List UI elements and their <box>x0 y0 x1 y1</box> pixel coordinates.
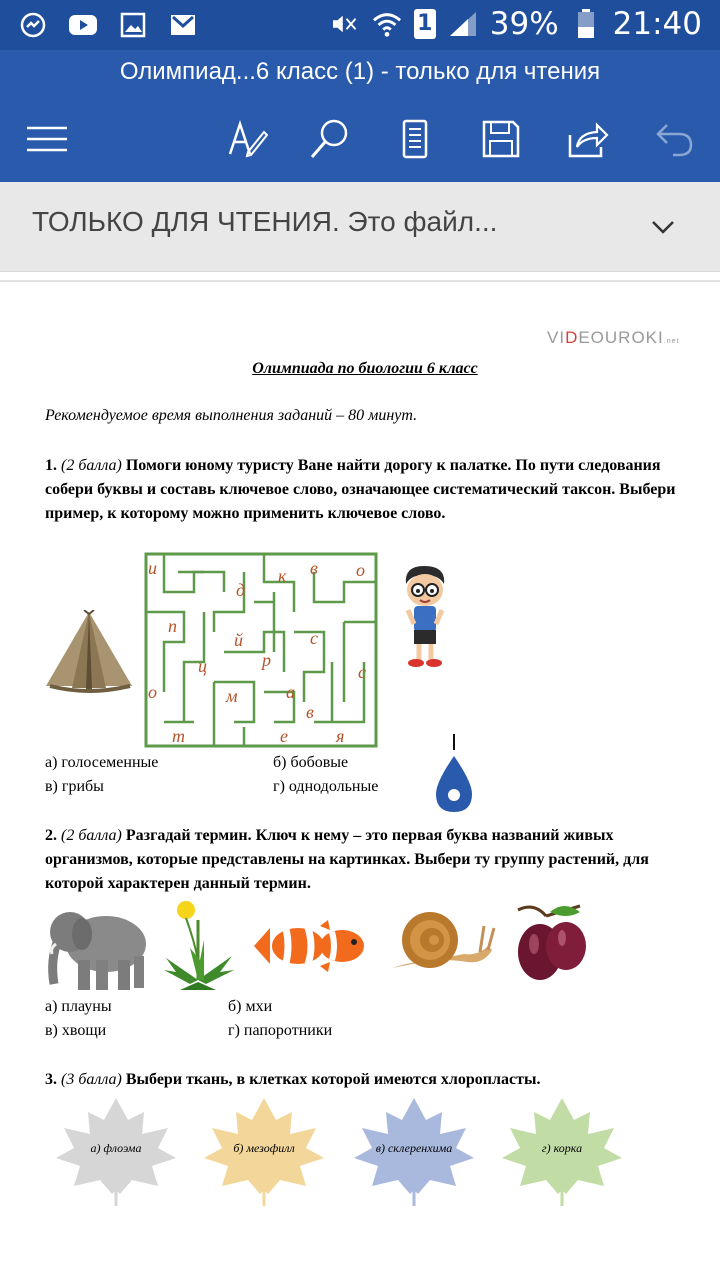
text-edit-icon <box>226 118 268 160</box>
chevron-down-icon[interactable] <box>648 212 678 242</box>
q3-text: Выбери ткань, в клетках которой имеются хлоропласты. <box>125 1071 541 1088</box>
maze-letter: о <box>356 560 365 580</box>
maze-letter: а <box>286 682 295 702</box>
hamburger-icon <box>25 124 69 154</box>
tent-image <box>44 610 134 694</box>
question-3 <box>45 1068 680 1092</box>
elephant-image <box>44 904 152 994</box>
battery-icon <box>571 9 601 39</box>
q3-points: (3 балла) <box>61 1071 122 1088</box>
sim-badge: 1 <box>414 9 436 39</box>
document-title: Олимпиад...6 класс (1) - только для чтения <box>119 58 601 85</box>
q2-points: (2 балла) <box>61 827 122 844</box>
question-1 <box>45 454 680 526</box>
maze-letter: м <box>226 686 238 706</box>
mobile-view-icon <box>401 119 429 159</box>
maze-letter: о <box>148 682 157 702</box>
edit-button[interactable] <box>222 114 272 164</box>
undo-button[interactable] <box>650 114 700 164</box>
search-button[interactable] <box>305 114 355 164</box>
plum-image <box>510 902 594 986</box>
q2-answer-d: г) папоротники <box>228 1022 333 1039</box>
leaf-b-label: б) мезофилл <box>233 1141 295 1155</box>
q1-answer-b: б) бобовые <box>273 754 349 771</box>
q1-text: Помоги юному туристу Ване найти дорогу к палатке. По пути следования собери буквы и составь ключевое слово, означающее систематический таксон. Выбери пример, к которому можно применить ключевое слово. <box>45 457 676 522</box>
maze-letter: в <box>306 702 314 722</box>
toolbar <box>0 110 720 170</box>
maze-letter: и <box>148 558 157 578</box>
leaf-option-b[interactable] <box>204 1098 324 1206</box>
clock: 21:40 <box>612 6 702 42</box>
signal-icon <box>448 9 478 39</box>
document-page <box>0 282 720 1280</box>
save-button[interactable] <box>476 114 526 164</box>
clownfish-image <box>250 916 368 976</box>
leaf-option-c[interactable] <box>354 1098 474 1206</box>
q1-answer-d: г) однодольные <box>273 778 379 795</box>
save-icon <box>481 119 521 159</box>
q3-number: 3. <box>45 1071 57 1088</box>
mobile-view-button[interactable] <box>390 114 440 164</box>
q1-answer-c: в) грибы <box>45 778 104 795</box>
app-bar <box>0 50 720 182</box>
selection-handle[interactable] <box>432 734 476 818</box>
q2-answer-b: б) мхи <box>228 998 273 1015</box>
snail-image <box>388 906 496 978</box>
leaf-a-label: а) флоэма <box>90 1141 142 1155</box>
boy-image <box>398 564 450 670</box>
share-button[interactable] <box>563 114 613 164</box>
dandelion-image <box>160 900 236 992</box>
battery-percent: 39% <box>489 6 559 42</box>
mute-icon <box>330 9 360 39</box>
messenger-icon <box>18 10 48 40</box>
maze-letter: в <box>310 558 318 578</box>
share-icon <box>567 119 609 159</box>
gmail-icon <box>168 10 198 40</box>
maze-letter: е <box>280 726 288 746</box>
q1-points: (2 балла) <box>61 457 122 474</box>
leaves-row <box>40 1094 640 1208</box>
undo-icon <box>655 121 695 157</box>
menu-button[interactable] <box>22 114 72 164</box>
leaf-option-a[interactable] <box>56 1098 176 1206</box>
q2-text: Разгадай термин. Ключ к нему – это первая буква названий живых организмов, которые представлены на картинках. Выбери ту группу растений, для которой характерен данный термин. <box>45 827 649 892</box>
maze-letter: ц <box>198 656 207 676</box>
leaf-c-label: в) склеренхима <box>375 1141 453 1155</box>
q2-answer-c: в) хвощи <box>45 1022 107 1039</box>
q1-number: 1. <box>45 457 57 474</box>
doc-heading: Олимпиада по биологии 6 класс <box>252 360 478 377</box>
wifi-icon <box>372 9 402 39</box>
maze-letter: р <box>262 650 271 670</box>
gallery-icon <box>118 10 148 40</box>
maze-letter: к <box>278 566 287 586</box>
maze-letter: п <box>168 616 177 636</box>
youtube-icon <box>68 10 98 40</box>
videouroki-logo: VIDEOUROKI.net <box>547 328 680 347</box>
question-2 <box>45 824 680 896</box>
maze-letter: д <box>236 580 246 600</box>
status-bar <box>0 0 720 50</box>
maze-letter: й <box>234 630 243 650</box>
search-icon <box>308 117 352 161</box>
leaf-option-d[interactable] <box>502 1098 622 1206</box>
q2-number: 2. <box>45 827 57 844</box>
read-only-banner[interactable] <box>0 182 720 272</box>
recommended-time: Рекомендуемое время выполнения заданий – 80 минут. <box>45 407 418 424</box>
banner-text: ТОЛЬКО ДЛЯ ЧТЕНИЯ. Это файл... <box>32 206 498 237</box>
maze-letter: я <box>336 726 345 746</box>
q2-answer-a: а) плауны <box>45 998 112 1015</box>
maze-letter: с <box>358 662 366 682</box>
q1-answer-a: а) голосеменные <box>45 754 159 771</box>
maze-letter: с <box>310 628 318 648</box>
maze-image <box>144 552 378 748</box>
maze-letter: т <box>172 726 185 746</box>
leaf-d-label: г) корка <box>541 1141 583 1155</box>
